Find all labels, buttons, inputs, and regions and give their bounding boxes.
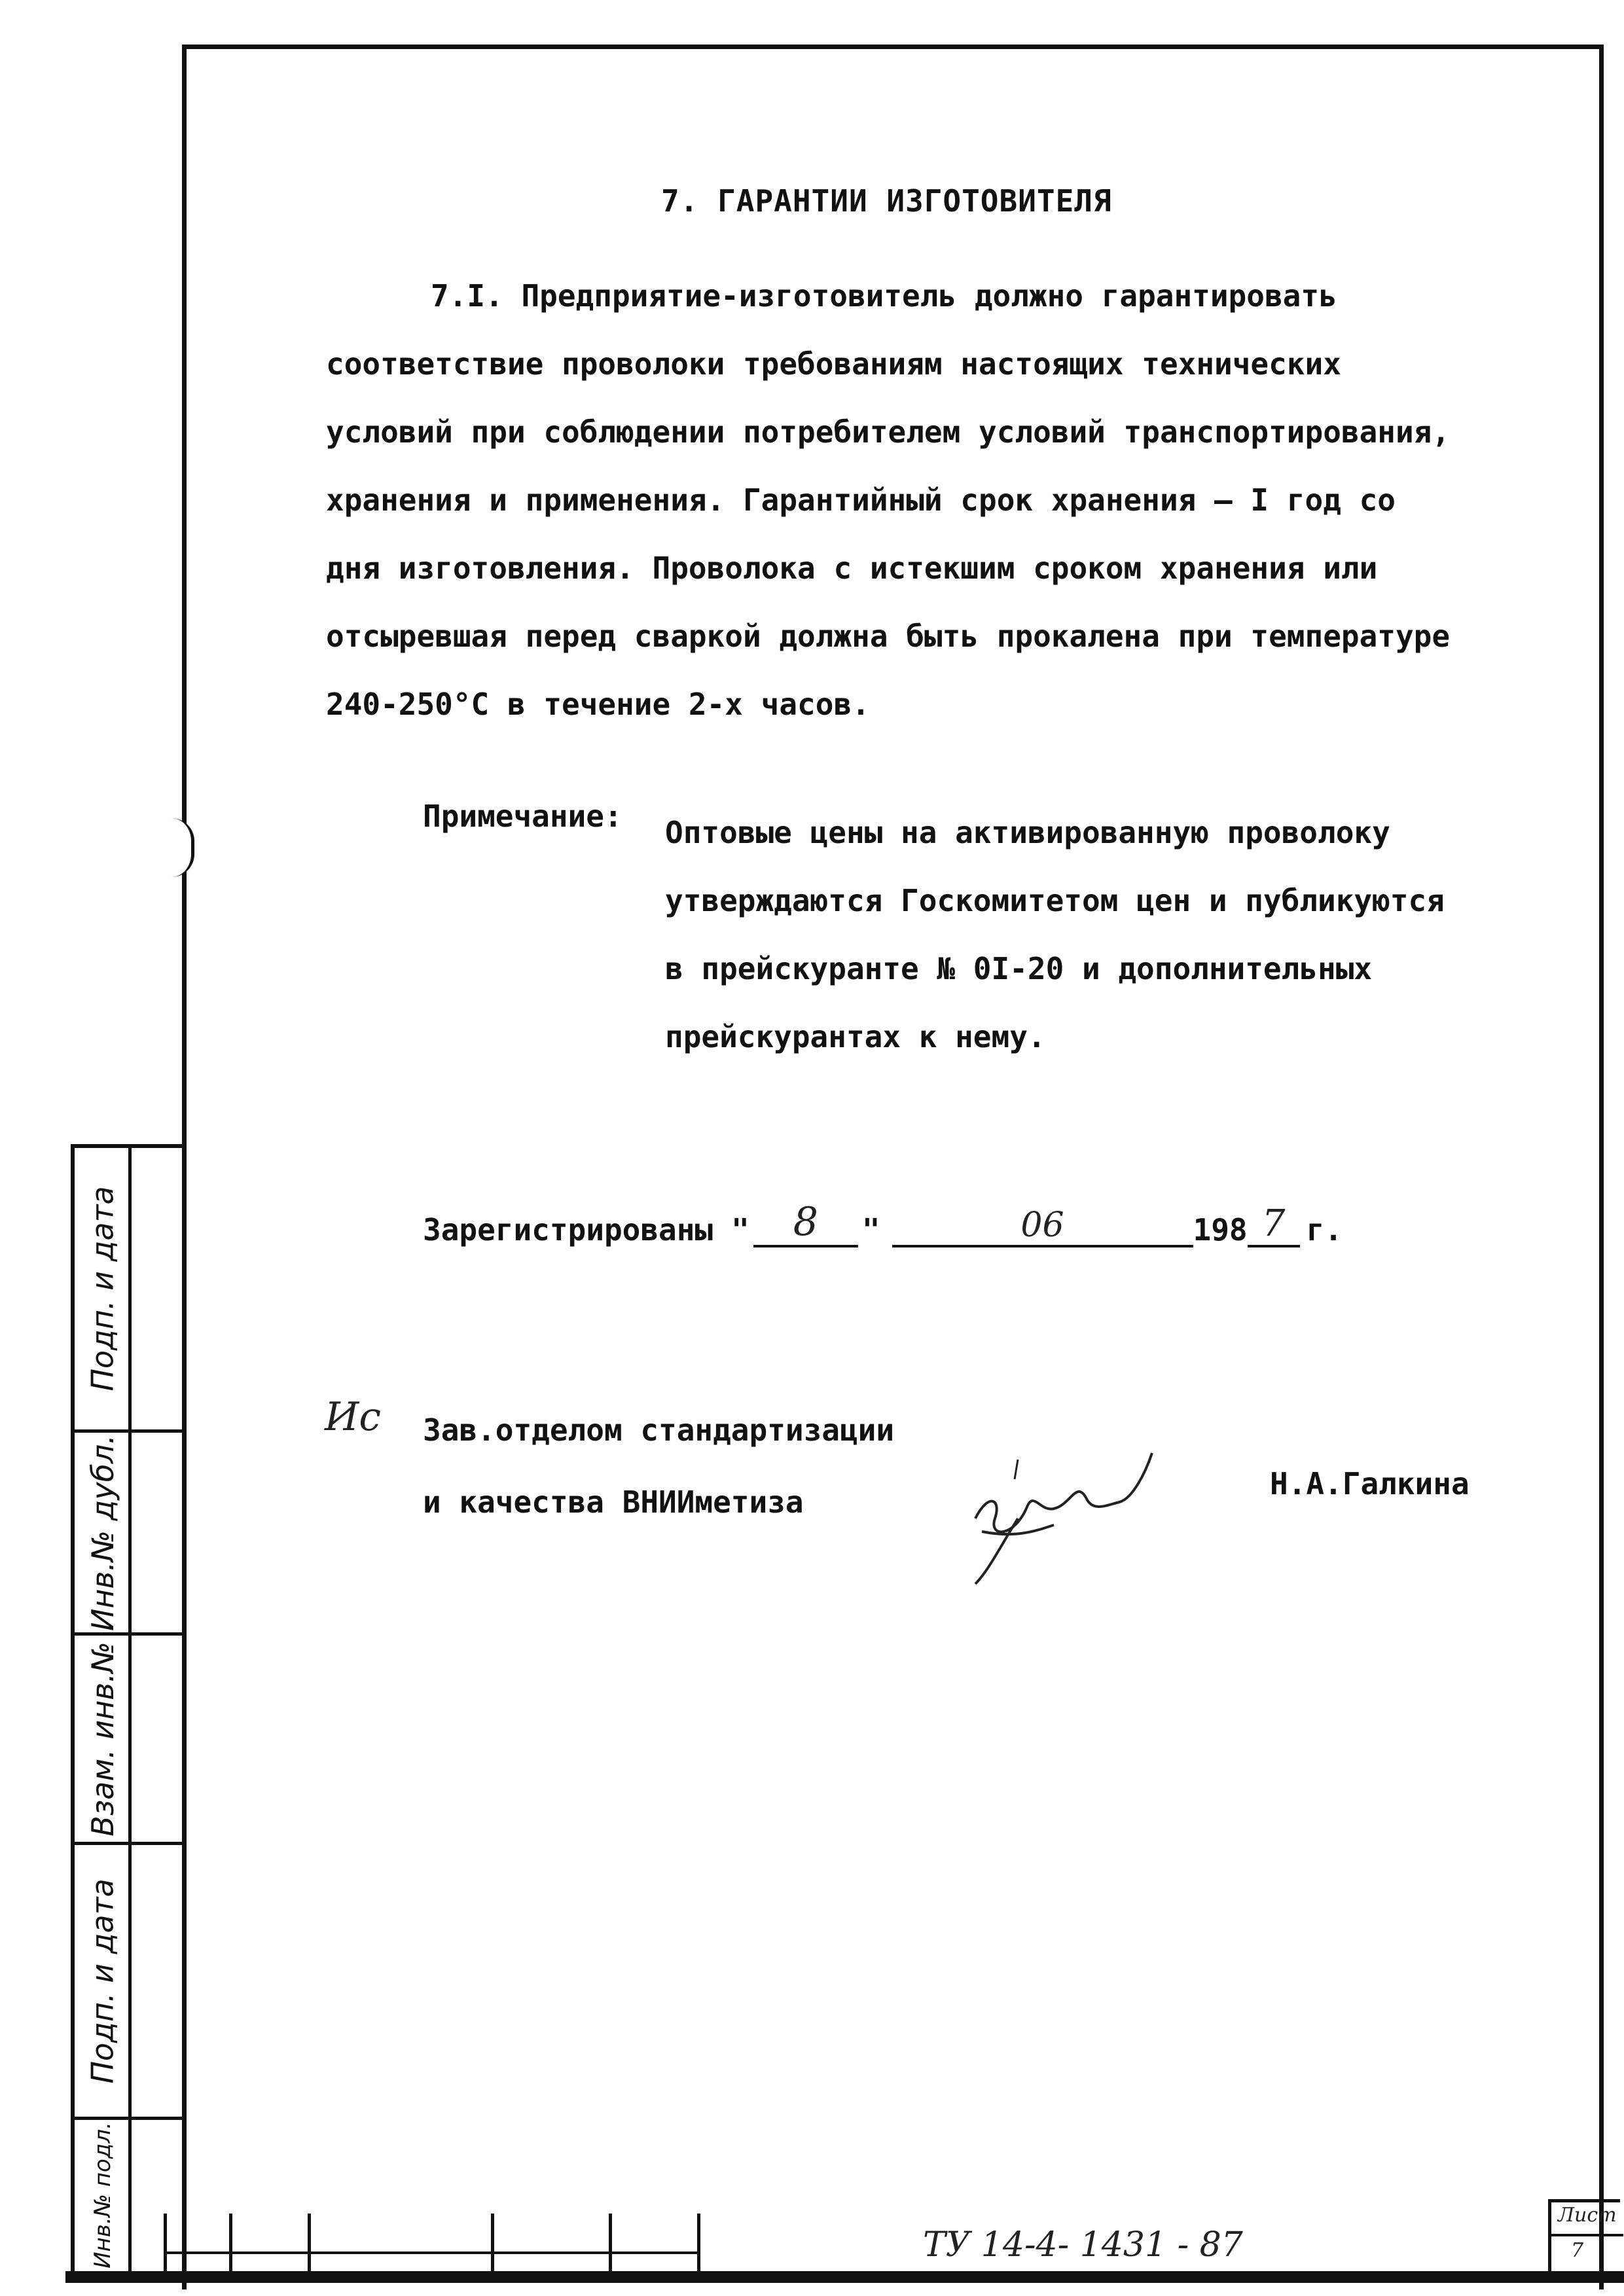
registration-suffix: г. [1306,1212,1343,1247]
stamp-cell [308,2214,311,2272]
document-number: ТУ 14-4- 1431 - 87 [923,2225,1243,2265]
paragraph-line: отсыревшая перед сваркой должна быть прокалена при температуре [326,619,1451,654]
margin-label-sign-date-2: Подп. и дата [85,1878,121,2084]
warranty-paragraph [326,262,1583,738]
signatory-title-line: и качества ВНИИметиза [423,1484,804,1520]
note-line: Оптовые цены на активированную проволоку [665,815,1390,850]
signatory-name: Н.А.Галкина [1270,1466,1470,1501]
handwritten-signature [956,1440,1178,1597]
paragraph-line: хранения и применения. Гарантийный срок хранения – I год со [326,482,1396,518]
paragraph-line: дня изготовления. Проволока с истекшим сроком хранения или [326,550,1378,586]
registration-day: 8 [753,1199,858,1247]
bottom-border [65,2271,1624,2283]
registration-month: 06 [892,1206,1193,1247]
stamp-cell [609,2214,612,2272]
note-text [665,798,1445,1071]
registration-row [423,1199,1343,1247]
note-line: прейскурантах к нему. [665,1019,1046,1054]
stamp-line [164,2251,700,2254]
margin-label-dup-inv: Инв.№ дубл. [85,1434,121,1631]
stamp-cell [229,2214,232,2272]
quote-open: " [731,1212,749,1247]
paragraph-line: соответствие проволоки требованиям настоящих технических [326,346,1341,382]
note-line: в прейскуранте № 0I-20 и дополнительных [665,951,1373,986]
margin-stamp-table [71,1144,182,2271]
stamp-cell [697,2214,700,2272]
margin-label-orig-inv: Инв.№ подл. [90,2122,117,2269]
note-line: утверждаются Госкомитетом цен и публикуются [665,883,1445,918]
registration-label: Зарегистрированы [423,1212,713,1247]
registration-year-digit: 7 [1248,1202,1300,1247]
paragraph-line: 240-250°С в течение 2-х часов. [326,687,870,722]
margin-label-replaced-inv: Взам. инв.№ [85,1641,121,1837]
signatory-title-line: Зав.отделом стандартизации [423,1412,895,1448]
margin-label-sign-date: Подп. и дата [85,1186,121,1391]
page-box-divider [1551,2234,1623,2236]
page-number-box [1548,2199,1620,2271]
page-number: 7 [1571,2239,1584,2262]
page-label: Лист [1558,2204,1617,2227]
quote-close: " [861,1212,880,1247]
signatory-title [423,1394,894,1538]
paragraph-line: 7.I. Предприятие-изготовитель должно гарантировать [431,278,1337,314]
handwritten-mark: Ис [325,1394,381,1440]
stamp-cell [491,2214,494,2272]
note-label: Примечание: [423,798,623,834]
stamp-cell [164,2214,167,2272]
registration-year-prefix: 198 [1193,1212,1248,1247]
paragraph-line: условий при соблюдении потребителем условий транспортирования, [326,414,1451,450]
margin-divider [128,1148,132,2271]
section-heading: 7. ГАРАНТИИ ИЗГОТОВИТЕЛЯ [661,183,1112,219]
